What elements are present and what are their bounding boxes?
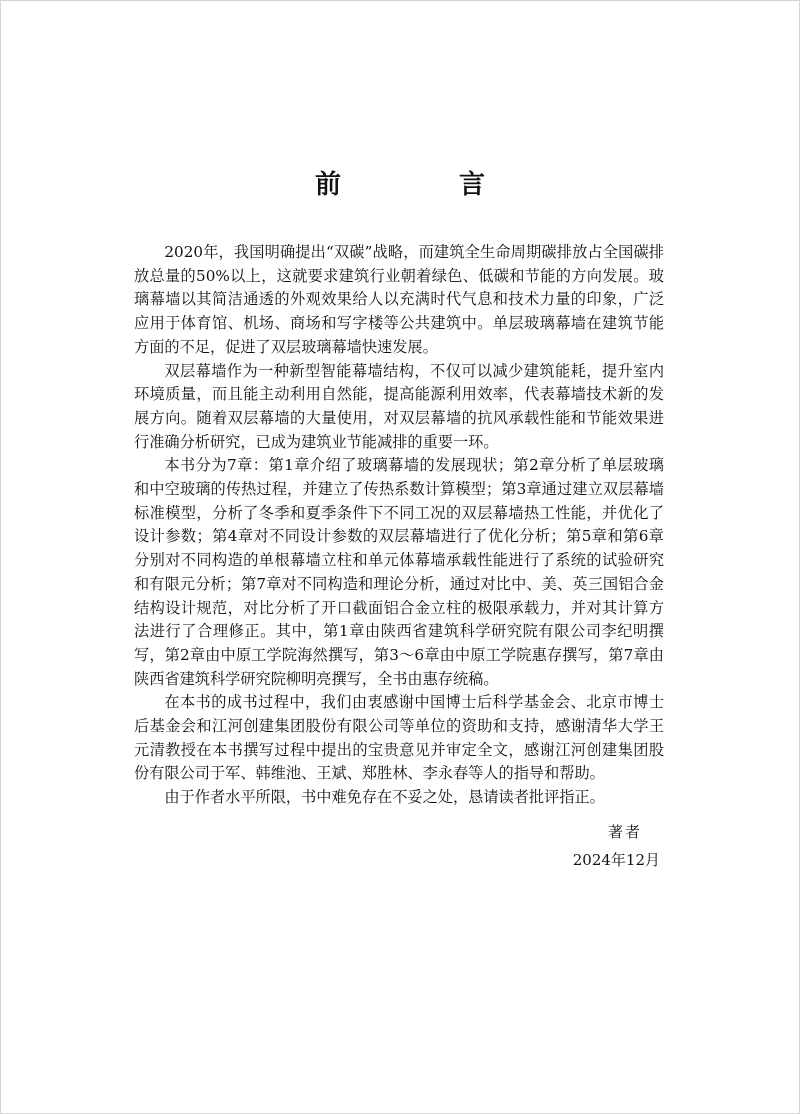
paragraph-4: 在本书的成书过程中，我们由衷感谢中国博士后科学基金会、北京市博士后基金会和江河创建集团股份有限公司等单位的资助和支持，感谢清华大学王元清教授在本书撰写过程中提出的宝贵意见并审定全文，感谢江河创建集团股份有限公司于军、韩维池、王斌、郑胜林、李永春等人的指导和帮助。 bbox=[134, 693, 664, 783]
paragraph-5: 由于作者水平所限，书中难免存在不妥之处，恳请读者批评指正。 bbox=[164, 788, 605, 807]
paragraph-3: 本书分为7章：第1章介绍了玻璃幕墙的发展现状；第2章分析了单层玻璃和中空玻璃的传热过程，并建立了传热系数计算模型；第3章通过建立双层幕墙标准模型，分析了冬季和夏季条件下不同工况的双层幕墙热工性能，并优化了设计参数；第4章对不同设计参数的双层幕墙进行了优化分析；第5章和第6章分别对不同构造的单根幕墙立柱和单元体幕墙承载性能进行了系统的试验研究和有限元分析；第7章对不同构造和理论分析，通过对比中、美、英三国铝合金结构设计规范，对比分析了开口截面铝合金立柱的极限承载力，并对其计算方法进行了合理修正。其中，第1章由陕西省建筑科学研究院有限公司李纪明撰写，第2章由中原工学院海然撰写，第3～6章由中原工学院惠存撰写，第7章由陕西省建筑科学研究院柳明亮撰写，全书由惠存统稿。 bbox=[134, 456, 664, 688]
page-title: 前 言 bbox=[314, 170, 531, 200]
preface-body bbox=[134, 241, 664, 810]
signature-date: 2024年12月 bbox=[572, 851, 660, 869]
signature-block bbox=[573, 818, 660, 874]
paragraph-1: 2020年，我国明确提出“双碳”战略，而建筑全生命周期碳排放占全国碳排放总量的50%以上，这就要求建筑行业朝着绿色、低碳和节能的方向发展。玻璃幕墙以其简洁通透的外观效果给人以充满时代气息和技术力量的印象，广泛应用于体育馆、机场、商场和写字楼等公共建筑中。单层玻璃幕墙在建筑节能方面的不足，促进了双层玻璃幕墙快速发展。 bbox=[134, 243, 664, 356]
signature-author: 著者 bbox=[607, 823, 642, 841]
paragraph-2: 双层幕墙作为一种新型智能幕墙结构，不仅可以减少建筑能耗，提升室内环境质量，而且能主动利用自然能，提高能源利用效率，代表幕墙技术新的发展方向。随着双层幕墙的大量使用，对双层幕墙的抗风承载性能和节能效果进行准确分析研究，已成为建筑业节能减排的重要一环。 bbox=[134, 361, 664, 451]
